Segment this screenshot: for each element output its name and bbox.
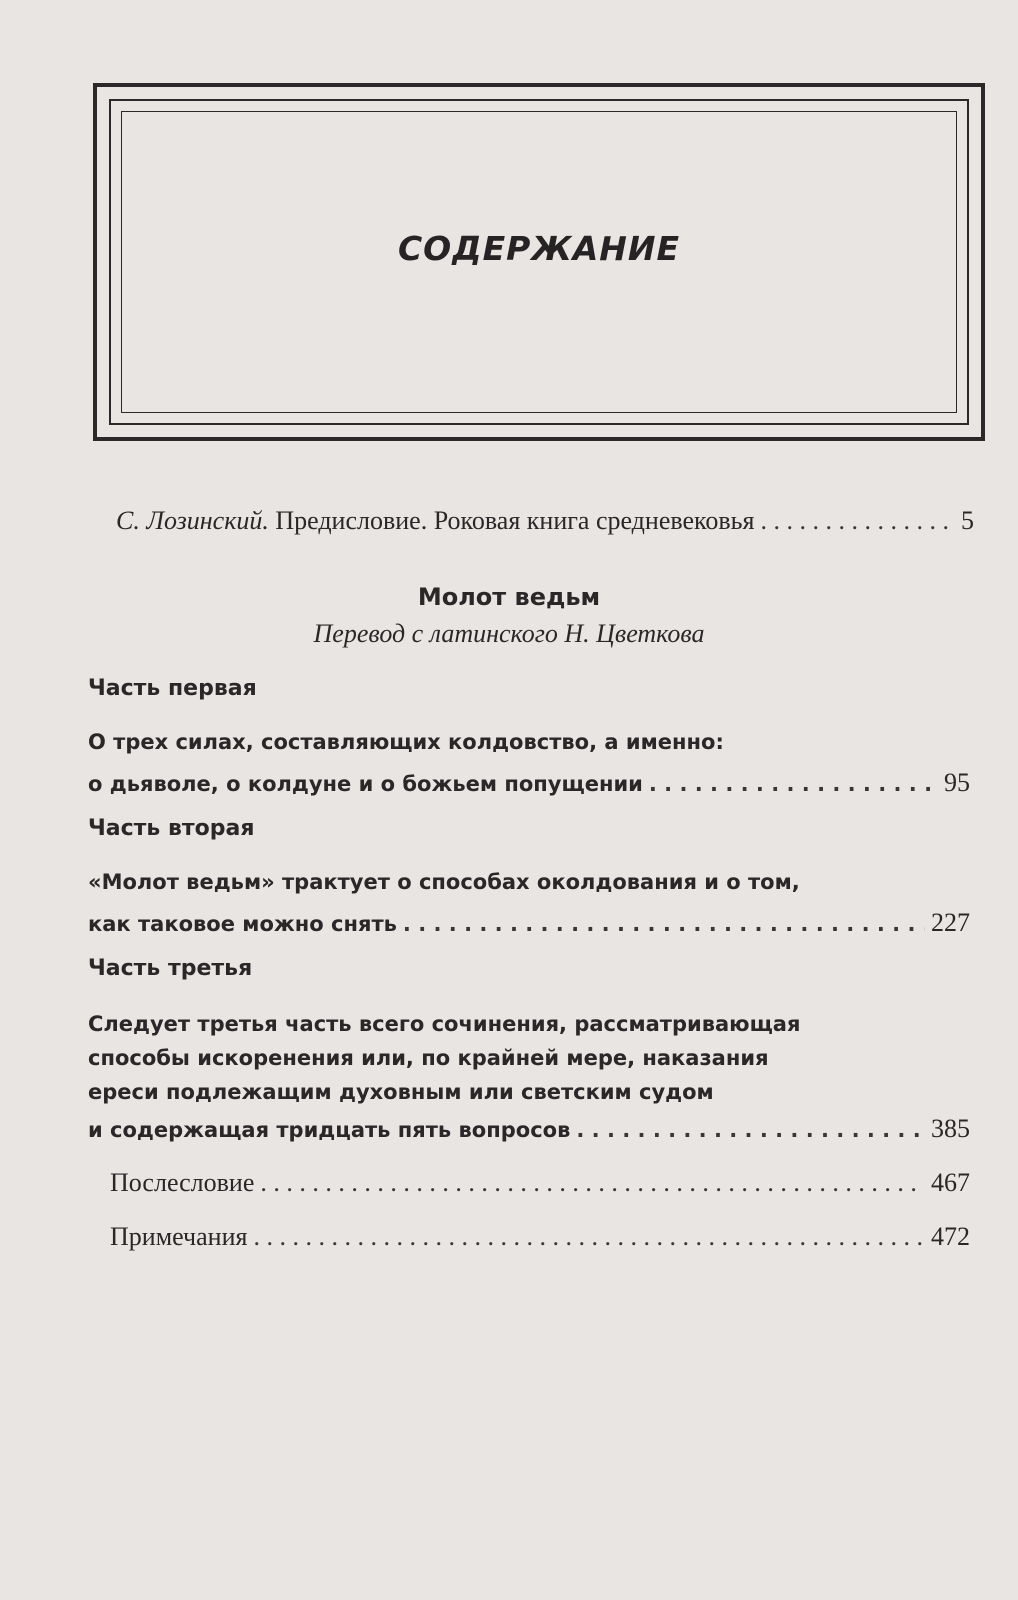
part-third-line-4: и содержащая тридцать пять вопросов: [88, 1118, 571, 1142]
toc-entry-part-third[interactable]: [88, 1114, 970, 1144]
toc-entry-preface-text: [116, 506, 754, 536]
preface-author: С. Лозинский.: [116, 506, 269, 535]
toc-page-number: 467: [931, 1168, 970, 1197]
toc-page-number: 227: [931, 908, 970, 937]
toc-entry-afterword[interactable]: [110, 1168, 970, 1198]
part-second-line-1: «Молот ведьм» трактует о способах околдования и о том,: [88, 870, 800, 894]
part-heading-first: Часть первая: [88, 676, 257, 701]
dot-leader: [253, 1222, 925, 1252]
dot-leader: [576, 1118, 925, 1142]
part-second-line-2: как таковое можно снять: [88, 912, 397, 936]
dot-leader: [260, 1168, 925, 1198]
toc-entry-part-second[interactable]: [88, 908, 970, 938]
translation-credit: Перевод с латинского Н. Цветкова: [313, 619, 705, 648]
part-heading-second: Часть вторая: [88, 816, 255, 841]
toc-page-number: 95: [944, 768, 970, 797]
dot-leader: [760, 506, 955, 536]
toc-page-number: 385: [931, 1114, 970, 1143]
part-third-line-2: способы искоренения или, по крайней мере, наказания: [88, 1046, 769, 1070]
part-third-line-1: Следует третья часть всего сочинения, рассматривающая: [88, 1012, 801, 1036]
contents-header-frame: [93, 83, 985, 441]
toc-entry-notes[interactable]: [110, 1222, 970, 1252]
toc-page-number: 5: [961, 506, 974, 535]
afterword-title: Послесловие: [110, 1168, 255, 1197]
dot-leader: [403, 912, 925, 936]
toc-page-number: 472: [931, 1222, 970, 1251]
contents-title: СОДЕРЖАНИЕ: [397, 229, 681, 268]
part-first-line-2: о дьяволе, о колдуне и о божьем попущении: [88, 772, 643, 796]
part-first-line-1: О трех силах, составляющих колдовство, а именно:: [88, 730, 724, 754]
part-third-line-3: ереси подлежащим духовным или светским судом: [88, 1080, 714, 1104]
book-title: Молот ведьм: [417, 583, 601, 611]
toc-entry-preface[interactable]: [116, 506, 974, 536]
notes-title: Примечания: [110, 1222, 248, 1251]
preface-title: Предисловие. Роковая книга средневековья: [268, 506, 755, 535]
toc-entry-part-first[interactable]: [88, 768, 970, 798]
dot-leader: [649, 772, 938, 796]
part-heading-third: Часть третья: [88, 956, 253, 981]
